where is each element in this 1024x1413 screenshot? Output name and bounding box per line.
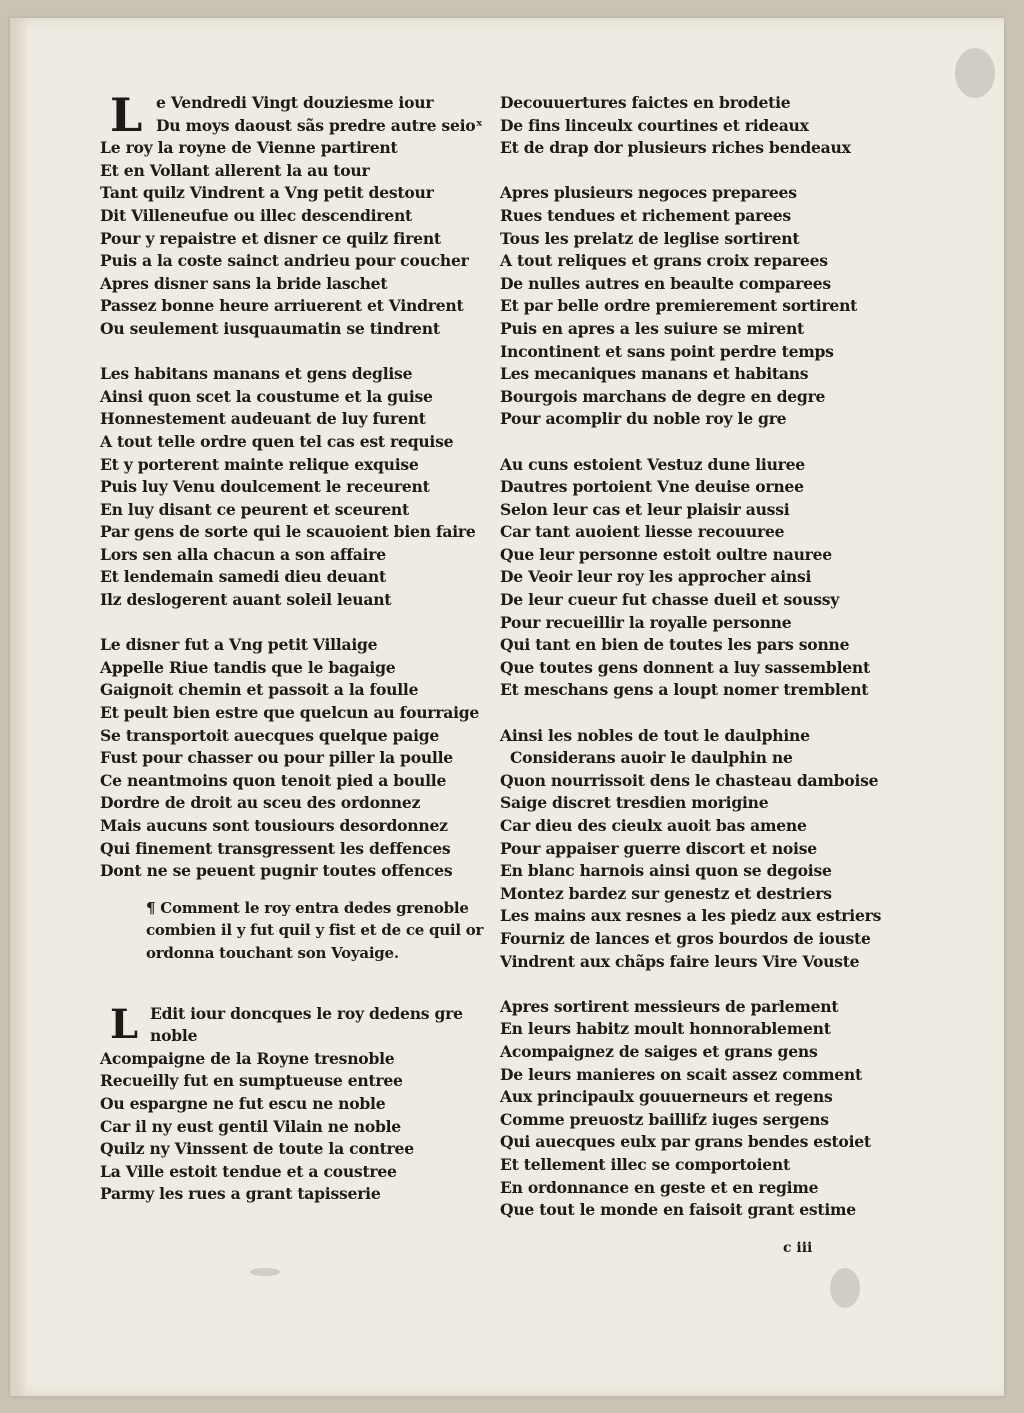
verse-line: Quon nourrissoit dens le chasteau damboise: [500, 770, 879, 790]
stanza: [100, 634, 488, 883]
verse-line: En blanc harnois ainsi quon se degoise: [500, 861, 832, 881]
verse-line: En leurs habitz moult honnorablement: [500, 1019, 831, 1039]
verse-line: Au cuns estoient Vestuz dune liuree: [500, 454, 805, 474]
stanza: [500, 182, 870, 431]
verse-line: Tant quilz Vindrent a Vng petit destour: [100, 183, 434, 203]
verse-line: Se transportoit auecques quelque paige: [100, 725, 440, 745]
verse-line: Dautres portoient Vne deuise ornee: [500, 477, 804, 497]
verse-line: Et en Vollant allerent la au tour: [100, 160, 370, 180]
verse-line: Saige discret tresdien morigine: [500, 793, 769, 813]
verse-line: Car il ny eust gentil Vilain ne noble: [100, 1116, 401, 1136]
verse-line: Puis luy Venu doulcement le receurent: [100, 477, 430, 497]
verse-line: Honnestement audeuant de luy furent: [100, 409, 426, 429]
verse-line: Car dieu des cieulx auoit bas amene: [500, 816, 807, 835]
verse-line: Apres sortirent messieurs de parlement: [500, 996, 839, 1016]
book-page: [10, 18, 1004, 1396]
verse-line: Les mains aux resnes a les piedz aux estriers: [500, 906, 882, 926]
ink-smudge: [830, 1268, 860, 1308]
verse-line: La Ville estoit tendue et a coustree: [100, 1161, 397, 1181]
ink-smudge: [250, 1268, 280, 1276]
verse-line: Ilz deslogerent auant soleil leuant: [100, 590, 392, 610]
stanza: [500, 725, 882, 974]
verse-line: Fust pour chasser ou pour piller la poulle: [100, 748, 453, 768]
verse-line: Recueilly fut en sumptueuse entree: [100, 1071, 403, 1091]
verse-line: Rues tendues et richement parees: [500, 205, 791, 225]
verse-line: Ou espargne ne fut escu ne noble: [100, 1093, 386, 1113]
verse-line: noble: [150, 1026, 198, 1046]
verse-line: Quilz ny Vinssent de toute la contree: [100, 1139, 414, 1159]
right-column: [500, 92, 882, 1222]
verse-line: Qui auecques eulx par grans bendes estoiet: [500, 1132, 871, 1152]
verse-line: Les habitans manans et gens deglise: [100, 364, 413, 384]
verse-line: Acompaignez de saiges et grans gens: [500, 1041, 818, 1061]
verse-line: Et y porterent mainte relique exquise: [100, 454, 419, 474]
verse-line: Tous les prelatz de leglise sortirent: [500, 228, 800, 248]
stanza: [100, 88, 488, 341]
verse-line: Que tout le monde en faisoit grant estime: [500, 1200, 856, 1220]
left-column: [100, 88, 488, 1206]
verse-line: De leurs manieres on scait assez comment: [500, 1064, 862, 1084]
verse-line: De nulles autres en beaulte comparees: [500, 273, 831, 293]
verse-line: Les mecaniques manans et habitans: [500, 364, 809, 384]
verse-line: Puis en apres a les suiure se mirent: [500, 318, 804, 338]
ink-smudge: [955, 48, 995, 98]
verse-line: En luy disant ce peurent et sceurent: [100, 499, 409, 519]
verse-line: Acompaigne de la Royne tresnoble: [100, 1048, 395, 1068]
verse-line: Puis a la coste sainct andrieu pour coucher: [100, 251, 469, 271]
verse-line: Ou seulement iusquaumatin se tindrent: [100, 318, 440, 338]
heading-line: combien il y fut quil y fist et de ce quil or: [146, 921, 484, 940]
stanza: [500, 996, 870, 1222]
verse-line: Comme preuostz baillifz iuges sergens: [500, 1109, 829, 1129]
verse-line: Edit iour doncques le roy dedens gre: [150, 1003, 463, 1023]
verse-line: A tout telle ordre quen tel cas est requise: [100, 431, 454, 451]
verse-line: Que toutes gens donnent a luy sassemblent: [500, 657, 870, 677]
verse-line: Et meschans gens a loupt nomer tremblent: [500, 680, 869, 700]
verse-line: Et lendemain samedi dieu deuant: [100, 567, 386, 587]
verse-line: Ainsi les nobles de tout le daulphine: [500, 725, 810, 745]
verse-line: De fins linceulx courtines et rideaux: [500, 115, 809, 135]
verse-line: Que leur personne estoit oultre nauree: [500, 544, 832, 564]
verse-line: Bourgois marchans de degre en degre: [500, 386, 826, 406]
drop-cap: L: [110, 88, 143, 142]
verse-line: Dit Villeneufue ou illec descendirent: [100, 205, 412, 225]
stanza: [500, 454, 870, 703]
verse-line: Qui tant en bien de toutes les pars sonne: [500, 635, 850, 655]
drop-cap: L: [110, 1000, 139, 1048]
verse-line: Dordre de droit au sceu des ordonnez: [100, 793, 421, 813]
verse-line: Parmy les rues a grant tapisserie: [100, 1184, 381, 1204]
verse-line: Ce neantmoins quon tenoit pied a boulle: [100, 770, 447, 790]
page-gutter: [10, 18, 28, 1396]
verse-line: Fourniz de lances et gros bourdos de iouste: [500, 928, 871, 948]
section-heading: [146, 897, 488, 965]
verse-line: Apres disner sans la bride laschet: [100, 273, 388, 293]
verse-line: De leur cueur fut chasse dueil et soussy: [500, 590, 840, 610]
verse-line: Dont ne se peuent pugnir toutes offences: [100, 861, 453, 881]
stanza: [100, 363, 488, 612]
verse-line: A tout reliques et grans croix reparees: [500, 251, 828, 271]
verse-line: Montez bardez sur genestz et destriers: [500, 883, 832, 903]
verse-line: De Veoir leur roy les approcher ainsi: [500, 567, 812, 587]
signature-mark: c iii: [783, 1240, 813, 1256]
verse-line: Et peult bien estre que quelcun au fourraige: [100, 703, 480, 723]
verse-line: e Vendredi Vingt douziesme iour: [156, 93, 434, 112]
verse-line: Gaignoit chemin et passoit a la foulle: [100, 680, 419, 700]
verse-line: Pour acomplir du noble roy le gre: [500, 409, 787, 429]
verse-line: Et par belle ordre premierement sortirent: [500, 296, 858, 316]
verse-line: Par gens de sorte qui le scauoient bien faire: [100, 522, 476, 542]
verse-line: En ordonnance en geste et en regime: [500, 1177, 819, 1197]
verse-line: Considerans auoir le daulphin ne: [510, 748, 793, 768]
verse-line: Du moys daoust sãs predre autre seioˣ: [156, 115, 483, 135]
stanza: [500, 92, 870, 160]
verse-line: Appelle Riue tandis que le bagaige: [100, 657, 396, 677]
verse-line: Pour recueillir la royalle personne: [500, 612, 792, 632]
verse-line: Mais aucuns sont tousiours desordonnez: [100, 816, 448, 835]
heading-line: ¶ Comment le roy entra dedes grenoble: [146, 898, 469, 917]
verse-line: Et de drap dor plusieurs riches bendeaux: [500, 138, 851, 158]
verse-line: Vindrent aux chãps faire leurs Vire Vouste: [500, 951, 860, 971]
verse-line: Ainsi quon scet la coustume et la guise: [100, 386, 433, 406]
verse-line: Selon leur cas et leur plaisir aussi: [500, 499, 790, 519]
verse-line: Car tant auoient liesse recouuree: [500, 522, 785, 542]
verse-line: Et tellement illec se comportoient: [500, 1154, 790, 1174]
verse-line: Le disner fut a Vng petit Villaige: [100, 635, 378, 655]
stanza: [100, 1000, 488, 1206]
verse-line: Pour appaiser guerre discort et noise: [500, 838, 817, 858]
verse-line: Apres plusieurs negoces preparees: [500, 183, 797, 203]
verse-line: Aux principaulx gouuerneurs et regens: [500, 1087, 833, 1107]
verse-line: Qui finement transgressent les deffences: [100, 838, 451, 858]
verse-line: Passez bonne heure arriuerent et Vindrent: [100, 296, 464, 316]
verse-line: Lors sen alla chacun a son affaire: [100, 544, 386, 564]
heading-line: ordonna touchant son Voyaige.: [146, 943, 399, 962]
verse-line: Pour y repaistre et disner ce quilz firent: [100, 228, 441, 248]
verse-line: Le roy la royne de Vienne partirent: [100, 138, 398, 158]
verse-line: Decouuertures faictes en brodetie: [500, 93, 791, 112]
verse-line: Incontinent et sans point perdre temps: [500, 341, 834, 361]
